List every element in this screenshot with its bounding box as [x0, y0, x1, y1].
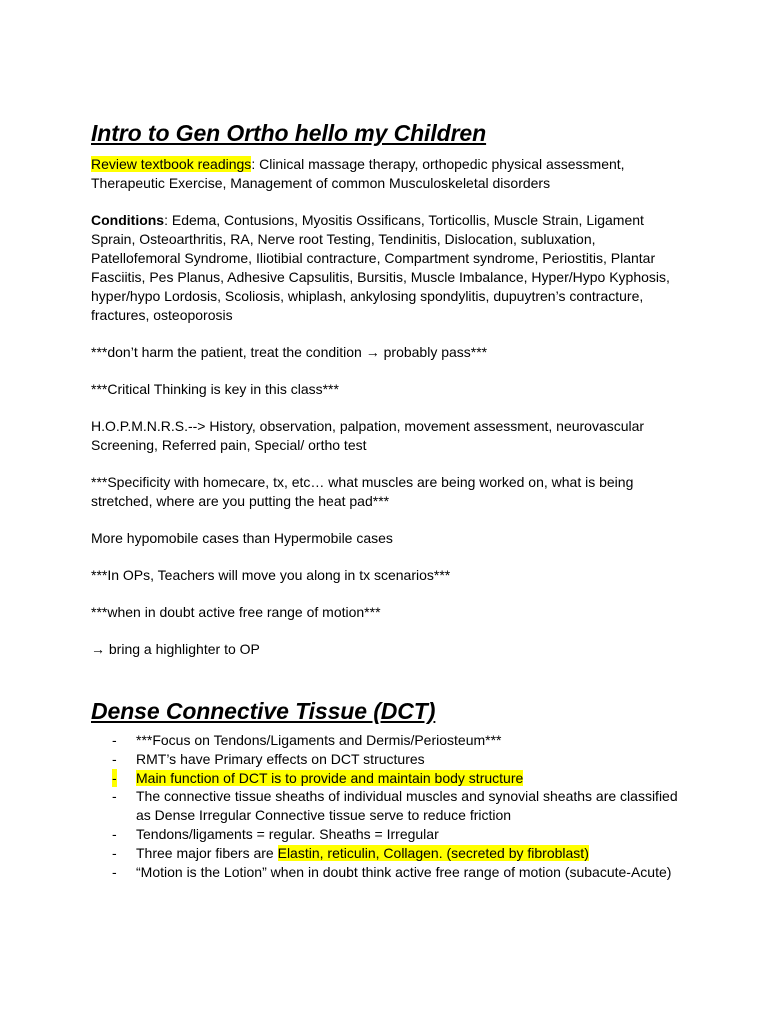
note-hypomobile: More hypomobile cases than Hypermobile cases [91, 530, 393, 546]
conditions-paragraph [91, 211, 681, 325]
section-title-intro: Intro to Gen Ortho hello my Children [91, 120, 487, 146]
note-hopmnrs: H.O.P.M.N.R.S.--> History, observation, palpation, movement assessment, neurovascular Screening, Referred pain, Special/ ortho test [91, 418, 645, 453]
note-dont-harm: ***don’t harm the patient, treat the condition → probably pass*** [91, 344, 488, 360]
list-item [91, 787, 681, 825]
list-item-text: ***Focus on Tendons/Ligaments and Dermis/Periosteum*** [136, 732, 502, 748]
list-item [91, 769, 681, 788]
list-item-text: Tendons/ligaments = regular. Sheaths = Irregular [136, 825, 439, 842]
review-label: Review textbook readings [91, 156, 252, 172]
note-specificity: ***Specificity with homecare, tx, etc… what muscles are being worked on, what is being stretched, where are you putting the heat pad*** [91, 474, 634, 509]
section-title-dct: Dense Connective Tissue (DCT) [91, 698, 436, 724]
list-bullet: - [112, 863, 117, 880]
note-highlighter: → bring a highlighter to OP [91, 641, 260, 657]
list-bullet: - [112, 844, 117, 861]
list-bullet: - [112, 732, 117, 748]
list-item [91, 731, 681, 750]
list-bullet: - [112, 788, 117, 805]
list-bullet: - [112, 825, 117, 842]
list-item [91, 825, 681, 844]
review-text: : Clinical massage therapy, orthopedic physical assessment, Therapeutic Exercise, Management of common Musculoskeletal disorders [91, 156, 625, 191]
list-bullet: - [112, 769, 117, 786]
conditions-label: Conditions [91, 212, 165, 228]
list-item-text: Three major fibers are [136, 844, 278, 861]
list-item-text: RMT’s have Primary effects on DCT structures [136, 750, 425, 767]
conditions-text: : Edema, Contusions, Myositis Ossificans, Torticollis, Muscle Strain, Ligament Sprain, Osteoarthritis, RA, Nerve root Testing, Tendinitis, Dislocation, subluxation, Patellofemoral Syndrome, Iliotibial contracture, Compartment syndrome, Periostitis, Plantar Fasciitis, Pes Planus, Adhesive Capsulitis, Bursitis, Muscle Imbalance, Hyper/Hypo Kyphosis, hyper/hypo Lordosis, Scoliosis, whiplash, ankylosing spondylitis, dupuytren’s contracture, fractures, osteoporosis [91, 212, 670, 323]
list-item-text: “Motion is the Lotion” when in doubt think active free range of motion (subacute-Acute) [136, 863, 672, 880]
review-paragraph [91, 155, 681, 193]
list-item-text: Main function of DCT is to provide and maintain body structure [136, 769, 524, 786]
list-item-text: The connective tissue sheaths of individual muscles and synovial sheaths are classified as Dense Irregular Connective tissue serve to reduce friction [136, 788, 678, 824]
fibers-highlight: Elastin, reticulin, Collagen. (secreted by fibroblast) [277, 844, 589, 861]
note-critical-thinking: ***Critical Thinking is key in this class*** [91, 381, 339, 397]
list-bullet: - [112, 750, 117, 767]
list-item [91, 750, 681, 769]
dct-list [91, 731, 681, 881]
note-active-rom: ***when in doubt active free range of motion*** [91, 604, 381, 620]
document-page [91, 118, 681, 881]
list-item [91, 844, 681, 863]
list-item [91, 863, 681, 882]
note-ops-teachers: ***In OPs, Teachers will move you along in tx scenarios*** [91, 567, 451, 583]
